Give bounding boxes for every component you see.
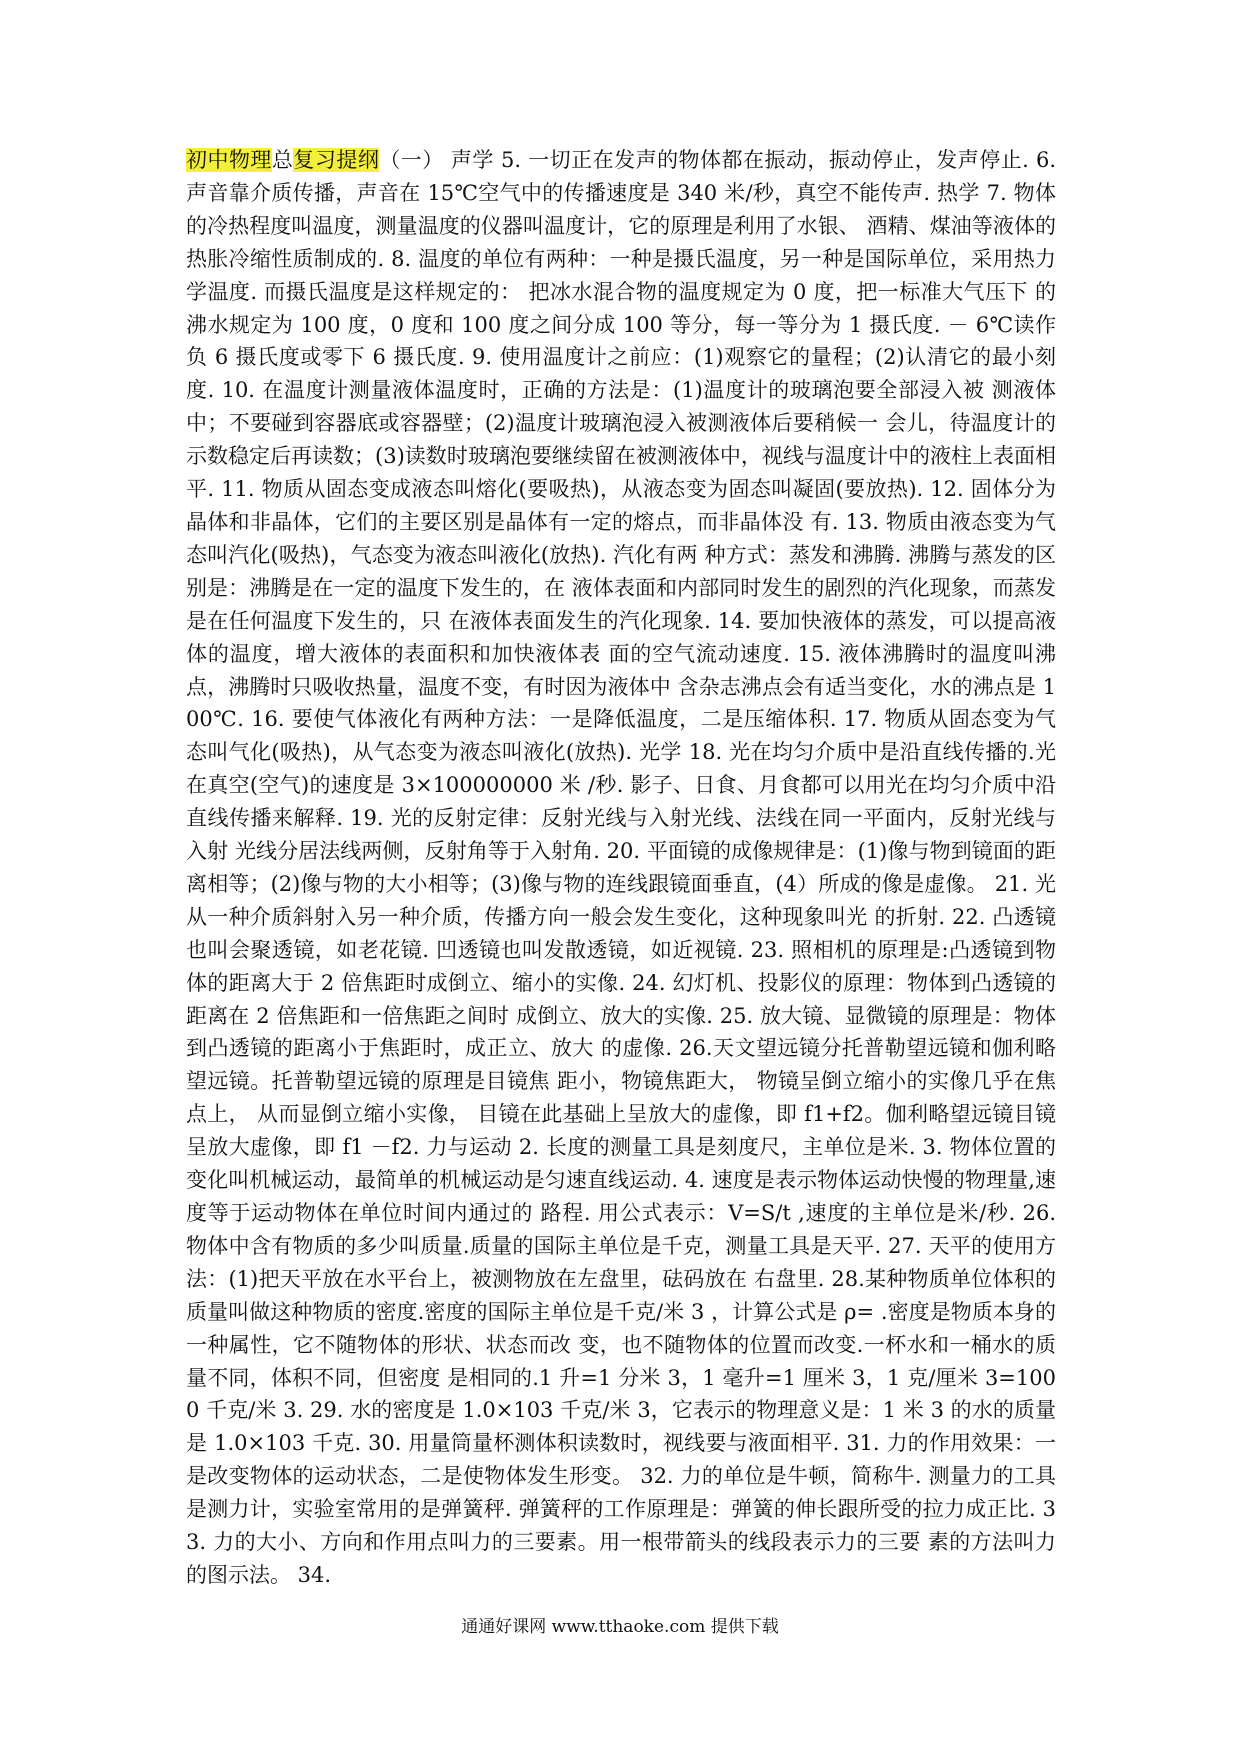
title-middle-text: 总 [271, 148, 294, 172]
title-highlight-outline: 复习提纲 [293, 148, 380, 172]
title-highlight-physics: 初中物理 [186, 148, 272, 172]
body-paragraph: （一） 声学 5. 一切正在发声的物体都在振动，振动停止，发声停止. 6. 声音靠介质传播，声音在 15℃空气中的传播速度是 340 米/秒，真空不能传声. 热学 7. 物体的冷热程度叫温度，测量温度的仪器叫温度计，它的原理是利用了水银、 酒精、煤油等液体的热胀冷缩性质制成的. 8. 温度的单位有两种：一种是摄氏温度，另一种是国际单位，采用热力学温度. 而摄氏温度是这样规定的： 把冰水混合物的温度规定为 0 度，把一标准大气压下 的沸水规定为 100 度，0 度和 100 度之间分成 100 等分，每一等分为 1 摄氏度. － 6℃读作负 6 摄氏度或零下 6 摄氏度. 9. 使用温度计之前应：(1)观察它的量程；(2)认清它的最小刻度. 10. 在温度计测量液体温度时，正确的方法是：(1)温度计的玻璃泡要全部浸入被 测液体中；不要碰到容器底或容器壁；(2)温度计玻璃泡浸入被测液体后要稍候一 会儿，待温度计的示数稳定后再读数；(3)读数时玻璃泡要继续留在被测液体中，视线与温度计中的液柱上表面相平. 11. 物质从固态变成液态叫熔化(要吸热)，从液态变为固态叫凝固(要放热). 12. 固体分为晶体和非晶体，它们的主要区别是晶体有一定的熔点，而非晶体没 有. 13. 物质由液态变为气态叫汽化(吸热)，气态变为液态叫液化(放热). 汽化有两 种方式：蒸发和沸腾. 沸腾与蒸发的区别是：沸腾是在一定的温度下发生的，在 液体表面和内部同时发生的剧烈的汽化现象，而蒸发是在任何温度下发生的，只 在液体表面发生的汽化现象. 14. 要加快液体的蒸发，可以提高液体的温度，增大液体的表面积和加快液体表 面的空气流动速度. 15. 液体沸腾时的温度叫沸点，沸腾时只吸收热量，温度不变，有时因为液体中 含杂志沸点会有适当变化，水的沸点是 100℃. 16. 要使气体液化有两种方法：一是降低温度，二是压缩体积. 17. 物质从固态变为气态叫气化(吸热)，从气态变为液态叫液化(放热). 光学 18. 光在均匀介质中是沿直线传播的.光在真空(空气)的速度是 3×100000000 米 /秒. 影子、日食、月食都可以用光在均匀介质中沿直线传播来解释. 19. 光的反射定律：反射光线与入射光线、法线在同一平面内，反射光线与入射 光线分居法线两侧，反射角等于入射角. 20. 平面镜的成像规律是：(1)像与物到镜面的距离相等；(2)像与物的大小相等；(3)像与物的连线跟镜面垂直，(4）所成的像是虚像。 21. 光从一种介质斜射入另一种介质，传播方向一般会发生变化，这种现象叫光 的折射. 22. 凸透镜也叫会聚透镜，如老花镜. 凹透镜也叫发散透镜，如近视镜. 23. 照相机的原理是:凸透镜到物体的距离大于 2 倍焦距时成倒立、缩小的实像. 24. 幻灯机、投影仪的原理：物体到凸透镜的距离在 2 倍焦距和一倍焦距之间时 成倒立、放大的实像. 25. 放大镜、显微镜的原理是：物体到凸透镜的距离小于焦距时，成正立、放大 的虚像. 26.天文望远镜分托普勒望远镜和伽利略望远镜。托普勒望远镜的原理是目镜焦 距小，物镜焦距大， 物镜呈倒立缩小的实像几乎在焦点上， 从而显倒立缩小实像， 目镜在此基础上呈放大的虚像，即 f1+f2。伽利略望远镜目镜呈放大虚像，即 f1 －f2. 力与运动 2. 长度的测量工具是刻度尺，主单位是米. 3. 物体位置的变化叫机械运动，最简单的机械运动是匀速直线运动. 4. 速度是表示物体运动快慢的物理量,速度等于运动物体在单位时间内通过的 路程. 用公式表示：V=S/t ,速度的主单位是米/秒. 26. 物体中含有物质的多少叫质量.质量的国际主单位是千克，测量工具是天平. 27. 天平的使用方法：(1)把天平放在水平台上，被测物放在左盘里，砝码放在 右盘里. 28.某种物质单位体积的质量叫做这种物质的密度.密度的国际主单位是千克/米 3 ，计算公式是 ρ= .密度是物质本身的一种属性，它不随物体的形状、状态而改 变，也不随物体的位置而改变.一杯水和一桶水的质量不同，体积不同，但密度 是相同的.1 升=1 分米 3，1 毫升=1 厘米 3，1 克/厘米 3=1000 千克/米 3. 29. 水的密度是 1.0×103 千克/米 3，它表示的物理意义是：1 米 3 的水的质量是 1.0×103 千克. 30. 用量筒量杯测体积读数时，视线要与液面相平. 31. 力的作用效果：一是改变物体的运动状态，二是使物体发生形变。 32. 力的单位是牛顿，简称牛. 测量力的工具是测力计，实验室常用的是弹簧秤. 弹簧秤的工作原理是：弹簧的伸长跟所受的拉力成正比. 33. 力的大小、方向和作用点叫力的三要素。用一根带箭头的线段表示力的三要 素的方法叫力的图示法。 34. [186, 148, 1063, 1587]
document-body [186, 144, 1063, 1592]
page-footer: 通通好课网 www.tthaoke.com 提供下载 [461, 1617, 779, 1637]
